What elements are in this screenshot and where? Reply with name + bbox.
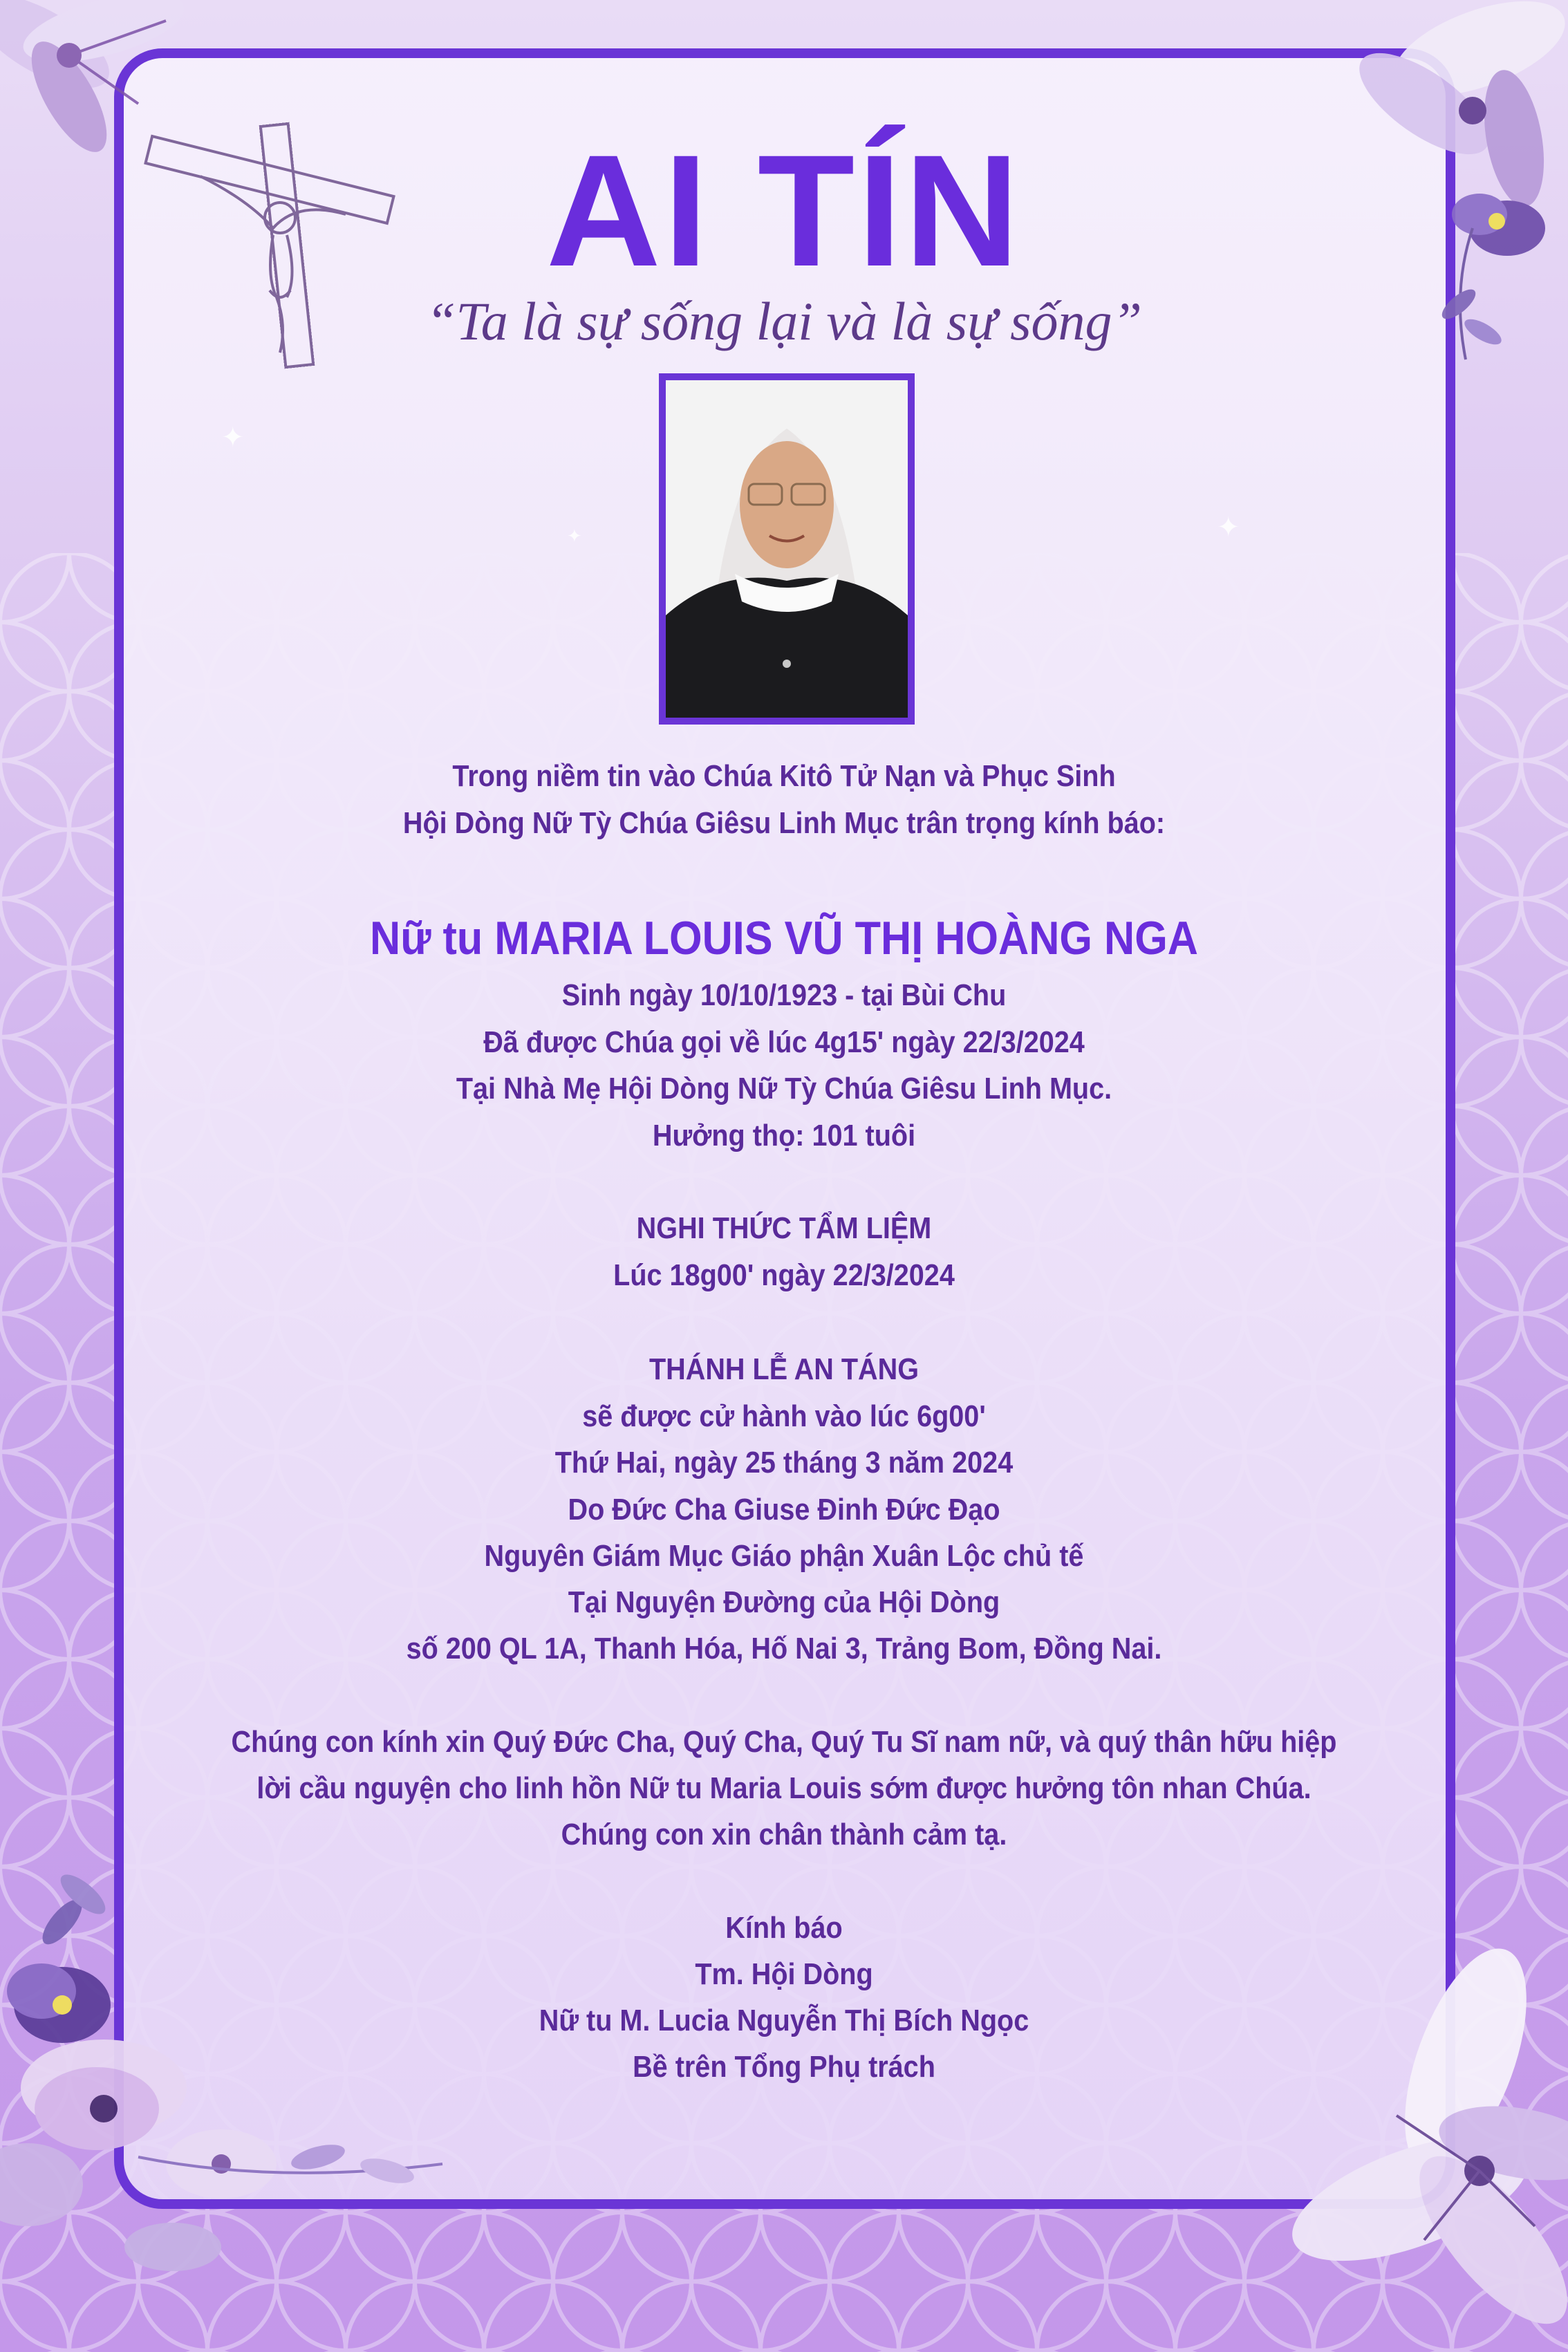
signature-name: Nữ tu M. Lucia Nguyễn Thị Bích Ngọc — [539, 2004, 1029, 2037]
request-line: lời cầu nguyện cho linh hồn Nữ tu Maria Louis sớm được hưởng tôn nhan Chúa. — [256, 1771, 1312, 1805]
ceremony-heading: NGHI THỨC TẨM LIỆM — [636, 1211, 932, 1245]
death-info: Đã được Chúa gọi về lúc 4g15' ngày 22/3/2024 — [483, 1025, 1085, 1059]
age-info: Hưởng thọ: 101 tuôi — [652, 1119, 916, 1152]
funeral-line: Thứ Hai, ngày 25 tháng 3 năm 2024 — [554, 1446, 1014, 1480]
funeral-line: Tại Nguyện Đường của Hội Dòng — [568, 1585, 1000, 1619]
funeral-heading: THÁNH LỄ AN TÁNG — [648, 1352, 920, 1386]
birth-info: Sinh ngày 10/10/1923 - tại Bùi Chu — [561, 978, 1007, 1012]
sparkle-icon: ✦ — [1217, 512, 1240, 543]
intro-line: Hội Dòng Nữ Tỳ Chúa Giêsu Linh Mục trân trọng kính báo: — [402, 806, 1166, 840]
deceased-name: Nữ tu MARIA LOUIS VŨ THỊ HOÀNG NGA — [369, 912, 1199, 964]
sparkle-icon: ✦ — [567, 525, 582, 546]
request-line: Chúng con kính xin Quý Đức Cha, Quý Cha, Quý Tu Sĩ nam nữ, và quý thân hữu hiệp — [231, 1725, 1337, 1759]
scripture-quote: “Ta là sự sống lại và là sự sống” — [426, 291, 1142, 351]
death-place: Tại Nhà Mẹ Hội Dòng Nữ Tỳ Chúa Giêsu Linh Mục. — [456, 1072, 1112, 1105]
signature-title: Bề trên Tổng Phụ trách — [633, 2050, 935, 2084]
intro-line: Trong niềm tin vào Chúa Kitô Tử Nạn và Phục Sinh — [452, 759, 1116, 793]
request-line: Chúng con xin chân thành cảm tạ. — [561, 1818, 1007, 1851]
sparkle-icon: ✦ — [221, 422, 245, 453]
funeral-line: Nguyên Giám Mục Giáo phận Xuân Lộc chủ tế — [484, 1539, 1084, 1573]
funeral-line: sẽ được cử hành vào lúc 6g00' — [582, 1399, 986, 1433]
funeral-address: số 200 QL 1A, Thanh Hóa, Hố Nai 3, Trảng Bom, Đồng Nai. — [406, 1632, 1162, 1665]
signature-line: Kính báo — [725, 1911, 843, 1945]
signature-line: Tm. Hội Dòng — [695, 1957, 873, 1991]
ceremony-time: Lúc 18g00' ngày 22/3/2024 — [613, 1258, 955, 1292]
funeral-line: Do Đức Cha Giuse Đinh Đức Đạo — [568, 1493, 1000, 1527]
portrait-photo — [659, 373, 915, 725]
page-title: AI TÍN — [545, 122, 1023, 299]
